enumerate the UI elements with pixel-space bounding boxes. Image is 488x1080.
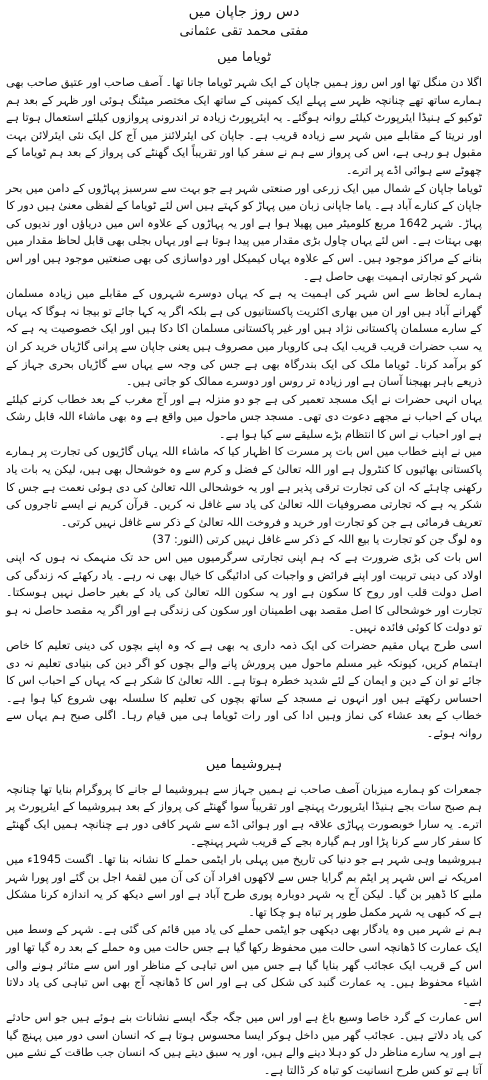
paragraph: ہم نے شہر میں وہ یادگار بھی دیکھی جو ایٹمی حملے کی یاد میں قائم کی گئی ہے۔ شہر کے وسط میں ایک عمارت کا ڈھانچہ اسی حالت میں محفوظ رکھا گیا ہے جس حالت میں وہ حملے کے بعد رہ گیا تھا اور اس کے قریب ایک عجائب گھر بنایا گیا ہے جس میں اس تباہی کے مناظر اور اس سے متاثر ہونے والی اشیاء محفوظ ہیں۔ یہ عمارت گنبد کی شکل کی ہے اور اس کا ڈھانچہ آج بھی اس تباہی کی یاد دلاتا ہے۔ — [6, 923, 482, 1007]
paragraph: اس بات کی بڑی ضرورت ہے کہ ہم اپنی تجارتی سرگرمیوں میں اس حد تک منہمک نہ ہوں کہ اپنی اولاد کی دینی تربیت اور اپنے فرائض و واجبات کی ادائیگی کا خیال بھی نہ رہے۔ یاد رکھئے کہ زندگی کی اصل دولت قلب اور روح کا سکون ہے اور یہ سکون اللہ تعالیٰ کی یاد کے بغیر حاصل نہیں ہوسکتا۔ تجارت اور خوشحالی کا اصل مقصد بھی اطمینان اور سکون کی زندگی ہے اور اگر یہ مقصد حاصل نہ ہو تو دولت کا کوئی فائدہ نہیں۔ — [6, 551, 482, 635]
article-title: دس روز جاپان میں — [188, 4, 300, 20]
paragraph: یہاں انہی حضرات نے ایک مسجد تعمیر کی ہے جو دو منزلہ ہے اور آج مغرب کے بعد خطاب کرنے کیلئے یہاں کے احباب نے مجھے دعوت دی تھی۔ مسجد جس ماحول میں واقع ہے وہ بھی ماشاء اللہ قابل رشک ہے اور احباب نے اس کا انتظام بڑے سلیقے سے کیا ہوا ہے۔ — [6, 392, 482, 441]
paragraph: اگلا دن منگل تھا اور اس روز ہمیں جاپان کے ایک شہر ٹویاما جانا تھا۔ آصف صاحب اور عتیق صاحب بھی ہمارے ساتھ تھے چنانچہ ظہر سے پہلے ایک کمپنی کے ساتھ ایک مختصر میٹنگ ہوئی اور ظہر کے بعد ہم ٹوکیو کے ہنیڈا ایئرپورٹ کیلئے روانہ ہوگئے۔ یہ ایئرپورٹ زیادہ تر اندرونی پروازوں کیلئے استعمال ہوتا ہے اور نریتا کے مقابلے میں شہر سے زیادہ قریب ہے۔ جاپان کی ایئرلائنز میں آج کل ایک نئی ایئرلائن بہت مقبول ہو رہی ہے، اس کی پرواز سے ہم نے سفر کیا اور تقریباً ایک گھنٹے کی پرواز کے بعد ہم ٹویاما کے چھوٹے سے ہوائی اڈے پر اترے۔ — [6, 76, 482, 177]
paragraph: ہیروشیما وہی شہر ہے جو دنیا کی تاریخ میں پہلی بار ایٹمی حملے کا نشانہ بنا تھا۔ اگست 1945ء میں امریکہ نے اس شہر پر ایٹم بم گرایا جس سے لاکھوں افراد آن کی آن میں لقمۂ اجل بن گئے اور پورا شہر ملبے کا ڈھیر بن گیا۔ لیکن آج یہ شہر دوبارہ پوری طرح آباد ہے اور اسے دیکھ کر یہ اندازہ کرنا مشکل ہے کہ کبھی یہ شہر مکمل طور پر تباہ ہو چکا تھا۔ — [6, 852, 483, 919]
section-heading-hiroshima: ہیروشیما میں — [205, 756, 283, 772]
paragraph: ہمارے لحاظ سے اس شہر کی اہمیت یہ ہے کہ یہاں دوسرے شہروں کے مقابلے میں زیادہ مسلمان گھرانے آباد ہیں اور ان میں بھاری اکثریت پاکستانیوں کی ہے بلکہ اگر یہ کہا جائے تو بیجا نہ ہوگا کہ یہاں کے سارے مسلمان پاکستانی نژاد ہیں اور غیر پاکستانی مسلمان اکا دکا ہیں اور ایک خصوصیت یہ ہے کہ یہ سب حضرات قریب قریب ایک ہی کاروبار میں مصروف ہیں یعنی جاپان سے پرانی گاڑیاں خرید کر ان کو برآمد کرنا۔ ٹویاما ملک کی ایک بندرگاہ بھی ہے جس کی وجہ سے یہاں سے گاڑیاں بحری جہاز کے ذریعے باہر بھیجنا آسان ہے اور زیادہ تر روس اور دوسرے ممالک کو جاتی ہیں۔ — [6, 287, 482, 389]
paragraph: اس عمارت کے گرد خاصا وسیع باغ ہے اور اس میں جگہ جگہ ایسے نشانات بنے ہوئے ہیں جو اس حادثے کی یاد دلاتے ہیں۔ عجائب گھر میں داخل ہوکر ایسا محسوس ہوتا ہے کہ انسان اسی دور میں پہنچ گیا ہے اور یہ سارے مناظر دل کو دہلا دینے والے ہیں، اور یہ سبق دیتے ہیں کہ انسان جب طاقت کے نشے میں آتا ہے تو کس طرح انسانیت کو تباہ کر ڈالتا ہے۔ — [6, 1011, 482, 1078]
paragraph: جمعرات کو ہمارے میزبان آصف صاحب نے ہمیں جہاز سے ہیروشیما لے جانے کا پروگرام بنایا تھا چنانچہ ہم صبح سات بجے ہنیڈا ایئرپورٹ پہنچے اور تقریباً سوا گھنٹے کی پرواز کے بعد ہیروشیما کے ایئرپورٹ پر اترے۔ یہ سارا خوبصورت پہاڑی علاقہ ہے اور ہوائی اڈے سے شہر کافی دور ہے چنانچہ ہمیں ایک گھنٹے کا سفر کار سے کرنا پڑا اور ہم گیارہ بجے کے قریب شہر پہنچے۔ — [6, 782, 482, 849]
paragraph: میں نے اپنے خطاب میں اس بات پر مسرت کا اظہار کیا کہ ماشاء اللہ یہاں گاڑیوں کی تجارت پر ہمارے پاکستانی بھائیوں کا کنٹرول ہے اور اللہ تعالیٰ کے فضل و کرم سے وہ خوشحال بھی ہیں، لیکن یہ بات یاد رکھنی چاہئے کہ ان کی تجارت ترقی پذیر ہے اور یہ خوشحالی اللہ تعالیٰ کی دی ہوئی نعمت ہے جس کا شکر یہ ہے کہ تجارتی مصروفیات اللہ تعالیٰ کی یاد سے غافل نہ کریں۔ قرآن کریم نے ایسے تاجروں کی تعریف فرمائی ہے جن کو تجارت اور خرید و فروخت اللہ تعالیٰ کے ذکر سے غافل نہیں کرتی۔ — [6, 445, 482, 529]
section-heading-toyama: ٹویاما میں — [217, 50, 271, 65]
section-spacer — [6, 743, 482, 753]
quran-citation: وہ لوگ جن کو تجارت یا بیع اللہ کے ذکر سے غافل نہیں کرتی (النور: 37) — [152, 533, 482, 547]
author-name: مفتی محمد تقی عثمانی — [179, 24, 309, 39]
paragraph: اسی طرح یہاں مقیم حضرات کی ایک ذمہ داری یہ بھی ہے کہ وہ اپنے بچوں کی دینی تعلیم کا خاص اہتمام کریں، کیونکہ غیر مسلم ماحول میں پرورش پانے والے بچوں کو اگر دین کی بنیادی تعلیم نہ دی جائے تو ان کے دین و ایمان کے لئے شدید خطرہ ہوتا ہے۔ اللہ تعالیٰ کا شکر ہے کہ یہاں کے احباب اس کا احساس رکھتے ہیں اور انہوں نے مسجد کے ساتھ بچوں کی تعلیم کا سلسلہ بھی شروع کیا ہوا ہے۔ خطاب کے بعد عشاء کی نماز وہیں ادا کی اور رات ٹویاما ہی میں قیام رہا۔ اگلی صبح ہم یہاں سے روانہ ہوئے۔ — [6, 639, 482, 740]
paragraph: ٹویاما جاپان کے شمال میں ایک زرعی اور صنعتی شہر ہے جو بہت سے سرسبز پہاڑوں کے دامن میں بحر جاپان کے کنارے آباد ہے۔ یاما جاپانی زبان میں پہاڑ کو کہتے ہیں اس لئے ٹویاما کے لفظی معنیٰ ہیں دور کا پہاڑ۔ شہر 1642 مربع کلومیٹر میں پھیلا ہوا ہے اور یہ پہاڑوں کے علاوہ اس میں دریاؤں اور ندیوں کی بھی بہتات ہے۔ اس لئے یہاں چاول بڑی مقدار میں پیدا ہوتا ہے اور یہاں بجلی بھی قابل لحاظ مقدار میں بنانے کے مراکز موجود ہیں۔ اس کے علاوہ یہاں کیمیکل اور دواسازی کی بھی صنعتیں موجود ہیں اور اس شہر کو تجارتی اہمیت بھی حاصل ہے۔ — [6, 181, 482, 283]
